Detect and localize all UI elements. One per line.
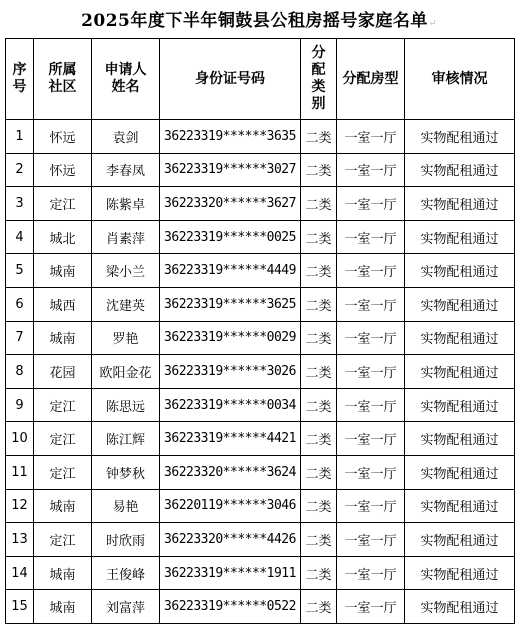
cell-community: 定江 xyxy=(34,187,92,221)
table-row xyxy=(6,388,515,422)
cell-room-type: 一室一厅 xyxy=(337,556,405,590)
cell-id-number: 36223319******3635 xyxy=(160,120,301,154)
cell-room-type: 一室一厅 xyxy=(337,422,405,456)
cell-category: 二类 xyxy=(301,489,337,523)
paragraph-mark: ↵ xyxy=(428,19,437,29)
title-text: 2025年度下半年铜鼓县公租房摇号家庭名单 xyxy=(81,11,428,31)
cell-category: 二类 xyxy=(301,556,337,590)
cell-applicant: 易艳 xyxy=(92,489,160,523)
cell-community: 花园 xyxy=(34,355,92,389)
cell-review: 实物配租通过 xyxy=(405,120,515,154)
cell-room-type: 一室一厅 xyxy=(337,321,405,355)
cell-category: 二类 xyxy=(301,287,337,321)
cell-community: 定江 xyxy=(34,388,92,422)
cell-category: 二类 xyxy=(301,120,337,154)
cell-room-type: 一室一厅 xyxy=(337,287,405,321)
cell-id-number: 36223319******4449 xyxy=(160,254,301,288)
cell-seq: 13 xyxy=(6,523,34,557)
cell-seq: 14 xyxy=(6,556,34,590)
cell-seq: 10 xyxy=(6,422,34,456)
cell-seq: 1 xyxy=(6,120,34,154)
table-row xyxy=(6,556,515,590)
cell-id-number: 36223319******1911 xyxy=(160,556,301,590)
cell-applicant: 梁小兰 xyxy=(92,254,160,288)
cell-category: 二类 xyxy=(301,422,337,456)
table-row xyxy=(6,153,515,187)
cell-review: 实物配租通过 xyxy=(405,590,515,624)
cell-id-number: 36223320******4426 xyxy=(160,523,301,557)
cell-id-number: 36223319******4421 xyxy=(160,422,301,456)
cell-category: 二类 xyxy=(301,220,337,254)
cell-room-type: 一室一厅 xyxy=(337,523,405,557)
table-row xyxy=(6,355,515,389)
cell-category: 二类 xyxy=(301,254,337,288)
cell-community: 城南 xyxy=(34,556,92,590)
cell-category: 二类 xyxy=(301,355,337,389)
page-title xyxy=(0,6,518,31)
cell-seq: 12 xyxy=(6,489,34,523)
cell-community: 定江 xyxy=(34,422,92,456)
header-seq: 序号 xyxy=(6,39,34,120)
table-row xyxy=(6,254,515,288)
cell-review: 实物配租通过 xyxy=(405,523,515,557)
cell-seq: 5 xyxy=(6,254,34,288)
cell-room-type: 一室一厅 xyxy=(337,254,405,288)
cell-community: 定江 xyxy=(34,523,92,557)
cell-applicant: 沈建英 xyxy=(92,287,160,321)
table-row xyxy=(6,455,515,489)
cell-review: 实物配租通过 xyxy=(405,422,515,456)
table-row xyxy=(6,120,515,154)
cell-id-number: 36223319******0025 xyxy=(160,220,301,254)
cell-room-type: 一室一厅 xyxy=(337,187,405,221)
table-row xyxy=(6,422,515,456)
cell-applicant: 肖素萍 xyxy=(92,220,160,254)
roster-table xyxy=(5,38,515,624)
cell-room-type: 一室一厅 xyxy=(337,355,405,389)
cell-review: 实物配租通过 xyxy=(405,287,515,321)
cell-category: 二类 xyxy=(301,590,337,624)
cell-room-type: 一室一厅 xyxy=(337,489,405,523)
cell-seq: 8 xyxy=(6,355,34,389)
cell-applicant: 刘富萍 xyxy=(92,590,160,624)
cell-review: 实物配租通过 xyxy=(405,355,515,389)
cell-review: 实物配租通过 xyxy=(405,489,515,523)
cell-review: 实物配租通过 xyxy=(405,321,515,355)
cell-review: 实物配租通过 xyxy=(405,153,515,187)
cell-applicant: 王俊峰 xyxy=(92,556,160,590)
header-id-number: 身份证号码 xyxy=(160,39,301,120)
cell-id-number: 36223319******0029 xyxy=(160,321,301,355)
cell-category: 二类 xyxy=(301,153,337,187)
header-category: 分配类别 xyxy=(301,39,337,120)
table-row xyxy=(6,321,515,355)
cell-seq: 9 xyxy=(6,388,34,422)
table-row xyxy=(6,187,515,221)
cell-review: 实物配租通过 xyxy=(405,388,515,422)
cell-id-number: 36223320******3627 xyxy=(160,187,301,221)
cell-category: 二类 xyxy=(301,187,337,221)
cell-community: 定江 xyxy=(34,455,92,489)
table-row xyxy=(6,489,515,523)
cell-id-number: 36223319******3026 xyxy=(160,355,301,389)
cell-id-number: 36223319******3625 xyxy=(160,287,301,321)
cell-review: 实物配租通过 xyxy=(405,556,515,590)
cell-category: 二类 xyxy=(301,455,337,489)
cell-review: 实物配租通过 xyxy=(405,220,515,254)
cell-applicant: 陈紫卓 xyxy=(92,187,160,221)
cell-community: 城西 xyxy=(34,287,92,321)
table-row xyxy=(6,590,515,624)
cell-seq: 15 xyxy=(6,590,34,624)
cell-applicant: 罗艳 xyxy=(92,321,160,355)
cell-id-number: 36223319******0522 xyxy=(160,590,301,624)
table-row xyxy=(6,220,515,254)
cell-community: 怀远 xyxy=(34,153,92,187)
cell-seq: 7 xyxy=(6,321,34,355)
table-row xyxy=(6,287,515,321)
cell-room-type: 一室一厅 xyxy=(337,590,405,624)
cell-id-number: 36220119******3046 xyxy=(160,489,301,523)
cell-community: 城南 xyxy=(34,254,92,288)
cell-category: 二类 xyxy=(301,523,337,557)
cell-applicant: 时欣雨 xyxy=(92,523,160,557)
cell-id-number: 36223320******3624 xyxy=(160,455,301,489)
header-applicant: 申请人姓名 xyxy=(92,39,160,120)
cell-applicant: 陈思远 xyxy=(92,388,160,422)
cell-room-type: 一室一厅 xyxy=(337,153,405,187)
cell-community: 城南 xyxy=(34,590,92,624)
cell-applicant: 欧阳金花 xyxy=(92,355,160,389)
cell-room-type: 一室一厅 xyxy=(337,220,405,254)
cell-category: 二类 xyxy=(301,388,337,422)
cell-review: 实物配租通过 xyxy=(405,455,515,489)
cell-seq: 4 xyxy=(6,220,34,254)
cell-category: 二类 xyxy=(301,321,337,355)
cell-id-number: 36223319******0034 xyxy=(160,388,301,422)
cell-seq: 2 xyxy=(6,153,34,187)
cell-review: 实物配租通过 xyxy=(405,254,515,288)
cell-seq: 3 xyxy=(6,187,34,221)
cell-applicant: 钟梦秋 xyxy=(92,455,160,489)
cell-room-type: 一室一厅 xyxy=(337,388,405,422)
cell-review: 实物配租通过 xyxy=(405,187,515,221)
cell-seq: 6 xyxy=(6,287,34,321)
cell-applicant: 李春凤 xyxy=(92,153,160,187)
cell-id-number: 36223319******3027 xyxy=(160,153,301,187)
cell-community: 城北 xyxy=(34,220,92,254)
cell-community: 城南 xyxy=(34,321,92,355)
cell-room-type: 一室一厅 xyxy=(337,120,405,154)
cell-applicant: 陈江辉 xyxy=(92,422,160,456)
cell-community: 怀远 xyxy=(34,120,92,154)
cell-community: 城南 xyxy=(34,489,92,523)
cell-room-type: 一室一厅 xyxy=(337,455,405,489)
header-room-type: 分配房型 xyxy=(337,39,405,120)
table-row xyxy=(6,523,515,557)
cell-applicant: 袁剑 xyxy=(92,120,160,154)
header-review: 审核情况 xyxy=(405,39,515,120)
cell-seq: 11 xyxy=(6,455,34,489)
header-row xyxy=(6,39,515,120)
header-community: 所属社区 xyxy=(34,39,92,120)
